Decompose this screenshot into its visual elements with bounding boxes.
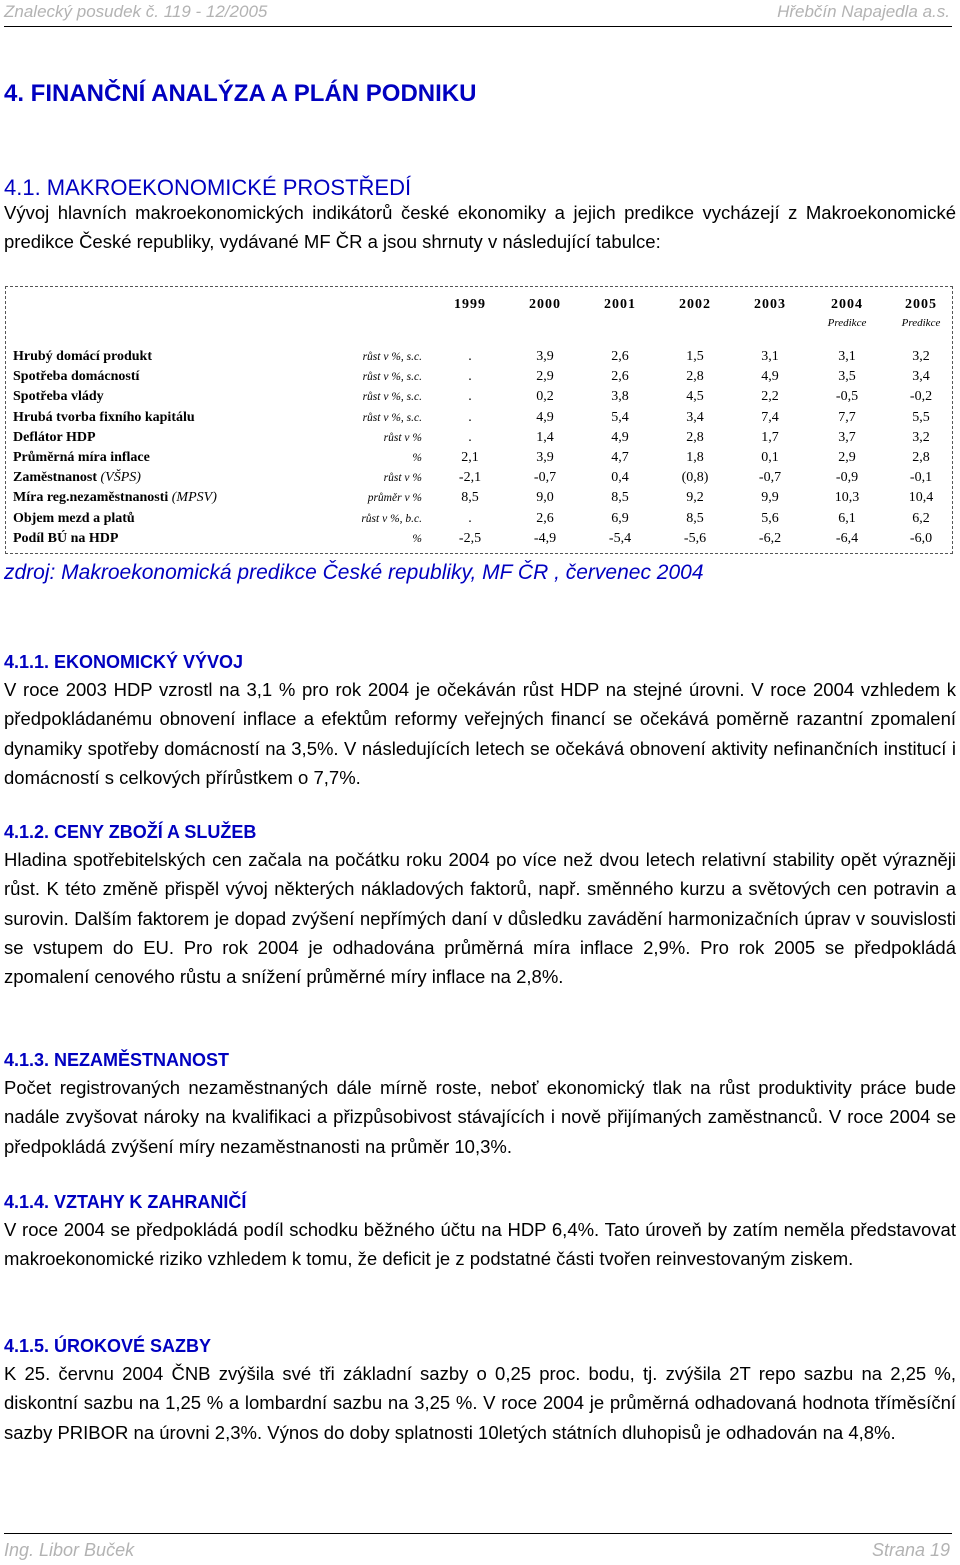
- table-cell: -6,2: [758, 530, 782, 546]
- table-cell: 8,5: [461, 490, 479, 506]
- table-cell: .: [468, 429, 472, 445]
- year-column-header: [439, 297, 501, 313]
- indicator-unit: průměr v %: [367, 492, 422, 505]
- table-cell: -0,5: [835, 389, 859, 405]
- table-year-header: [6, 297, 952, 337]
- footer-divider: [4, 1533, 952, 1534]
- year-label: 2005: [905, 297, 937, 312]
- indicator-unit: růst v %: [383, 431, 422, 444]
- indicator-unit: růst v %, s.c.: [362, 371, 422, 384]
- table-row: [6, 509, 952, 529]
- indicator-label: [13, 509, 135, 529]
- table-row: [6, 428, 952, 448]
- year-label: 2003: [754, 297, 786, 312]
- table-cell: -2,1: [458, 470, 482, 486]
- header-divider: [4, 26, 952, 27]
- indicator-name: Spotřeba vlády: [13, 389, 104, 405]
- macro-indicators-table: [5, 286, 953, 554]
- indicator-unit: %: [412, 452, 422, 464]
- indicator-name: Průměrná míra inflace: [13, 450, 150, 465]
- table-cell: 4,7: [611, 450, 629, 465]
- indicator-unit: růst v %, s.c.: [362, 411, 422, 424]
- table-cell: 3,8: [611, 389, 629, 405]
- indicator-name: Deflátor HDP: [13, 429, 96, 445]
- table-cell: 5,6: [761, 510, 779, 526]
- table-cell: 9,2: [686, 490, 704, 506]
- indicator-label: [13, 529, 118, 549]
- table-cell: 2,6: [611, 349, 629, 364]
- year-label: 2004: [831, 297, 863, 312]
- table-cell: 2,6: [611, 369, 629, 385]
- section-text-economic: V roce 2003 HDP vzrostl na 3,1 % pro rok 2004 je očekáván růst HDP na stejné úrovni. V roce 2004 vzhledem k předpokládanému obnovení inflace a efektům reformy veřejných financí se očekává poměrně razantní zpomalení dynamiky spotřeby domácností na 3,5%. V následujících letech se očekává obnovení aktivity nefinančních institucí i domácností s celkových přírůstkem o 7,7%.: [4, 679, 956, 788]
- table-cell: 3,1: [761, 349, 779, 364]
- indicator-name: Hrubý domácí produkt: [13, 349, 152, 364]
- page-header: [4, 2, 950, 26]
- table-cell: 3,4: [686, 409, 704, 425]
- table-cell: -2,5: [458, 530, 482, 546]
- indicator-unit: %: [412, 532, 422, 545]
- header-company: Hřebčín Napajedla a.s.: [777, 2, 950, 21]
- year-label: 2000: [529, 297, 561, 312]
- section-heading-foreign: 4.1.4. VZTAHY K ZAHRANIČÍ: [4, 1192, 247, 1212]
- footer-author: Ing. Libor Buček: [4, 1540, 135, 1560]
- table-cell: 3,9: [536, 450, 554, 465]
- table-cell: .: [468, 349, 472, 364]
- section-text-unemployment: Počet registrovaných nezaměstnaných dále mírně roste, neboť ekonomický tlak na růst produktivity práce bude nadále zvyšovat nároky na kvalifikaci a přizpůsobivost stávajících i nově přijímaných zaměstnanců. V roce 2004 se předpokládá zvýšení míry nezaměstnanosti na průměr 10,3%.: [4, 1077, 956, 1157]
- indicator-label: [13, 468, 141, 488]
- indicator-label: [13, 367, 139, 387]
- table-cell: 2,9: [838, 450, 856, 465]
- table-row: [6, 408, 952, 428]
- indicator-label: [13, 428, 96, 448]
- year-column-header: [739, 297, 801, 313]
- table-cell: 2,6: [536, 510, 554, 526]
- table-row: [6, 529, 952, 549]
- section-heading-economic: 4.1.1. EKONOMICKÝ VÝVOJ: [4, 652, 244, 672]
- indicator-unit: růst v %, b.c.: [361, 512, 422, 525]
- year-column-header: [589, 297, 651, 313]
- indicator-unit: růst v %, s.c.: [362, 391, 422, 404]
- year-label: 2001: [604, 297, 636, 312]
- table-cell: 1,4: [536, 429, 554, 445]
- page-footer: [4, 1540, 950, 1564]
- table-row: [6, 448, 952, 468]
- table-cell: 1,7: [761, 429, 779, 445]
- table-row: [6, 347, 952, 367]
- table-cell: 8,5: [611, 490, 629, 506]
- table-cell: 3,5: [838, 369, 856, 385]
- table-cell: 5,5: [912, 409, 930, 425]
- table-cell: 7,7: [838, 409, 856, 425]
- table-cell: 2,1: [461, 450, 479, 465]
- indicator-source: (VŠPS): [100, 470, 141, 486]
- indicator-name: Hrubá tvorba fixního kapitálu: [13, 409, 195, 425]
- table-row: [6, 367, 952, 387]
- table-cell: 10,4: [908, 490, 934, 506]
- indicator-label: [13, 408, 195, 428]
- section-heading-interest-rates: 4.1.5. ÚROKOVÉ SAZBY: [4, 1336, 212, 1356]
- table-cell: .: [468, 389, 472, 405]
- table-cell: 6,9: [611, 510, 629, 526]
- table-cell: 9,9: [761, 490, 779, 506]
- table-cell: 7,4: [761, 409, 779, 425]
- indicator-name: Míra reg.nezaměstnanosti: [13, 490, 169, 506]
- table-cell: -6,0: [909, 530, 933, 546]
- year-column-header: [664, 297, 726, 313]
- year-label: 2002: [679, 297, 711, 312]
- footer-page-number: Strana 19: [871, 1540, 950, 1560]
- year-column-header: [816, 297, 878, 329]
- table-cell: 2,8: [686, 429, 704, 445]
- indicator-label: [13, 387, 104, 407]
- section-heading-unemployment: 4.1.3. NEZAMĚSTNANOST: [4, 1050, 230, 1070]
- table-cell: (0,8): [681, 470, 709, 486]
- table-cell: -0,7: [758, 470, 782, 486]
- table-cell: -5,6: [683, 530, 707, 546]
- table-cell: 9,0: [536, 490, 554, 506]
- section-text-interest-rates: K 25. červnu 2004 ČNB zvýšila své tři základní sazby o 0,25 proc. bodu, tj. zvýšila 2T repo sazbu na 2,25 %, diskontní sazbu na 1,25 % a lombardní sazbu na 3,25 %. V roce 2004 je průměrná odhadovaná hodnota tříměsíční sazby PRIBOR na úrovni 2,3%. Výnos do doby splatnosti 10letých státních dluhopisů je odhadován na 4,8%.: [4, 1363, 956, 1443]
- forecast-label: Predikce: [901, 317, 941, 329]
- table-row: [6, 468, 952, 488]
- table-cell: 6,2: [912, 510, 930, 526]
- indicator-unit: růst v %, s.c.: [362, 351, 422, 363]
- subsection-title: 4.1. MAKROEKONOMICKÉ PROSTŘEDÍ: [4, 175, 412, 200]
- section-text-prices: Hladina spotřebitelských cen začala na počátku roku 2004 po více než dvou letech relativní stability opět výrazněji růst. K této změně přispěl vývoj některých nákladových faktorů, např. směnného kurzu a světových cen potravin a surovin. Dalším faktorem je dopad zvýšení nepřímých daní v důsledku zavádění harmonizačních úprav v souvislosti se vstupem do EU. Pro rok 2004 je odhadována průměrná míra inflace 2,9%. Pro rok 2005 se předpokládá zpomalení cenového růstu a snížení průměrné míry inflace na 2,8%.: [4, 849, 956, 988]
- section-text-foreign: V roce 2004 se předpokládá podíl schodku běžného účtu na HDP 6,4%. Tato úroveň by zatím neměla představovat makroekonomické riziko vzhledem k tomu, že deficit je z podstatné části tvořen reinvestovaným ziskem.: [4, 1219, 956, 1270]
- table-cell: 3,2: [912, 429, 930, 445]
- table-cell: 3,9: [536, 349, 554, 364]
- indicator-name: Spotřeba domácností: [13, 369, 140, 385]
- table-cell: 2,9: [536, 369, 554, 385]
- table-cell: 6,1: [838, 510, 856, 526]
- table-cell: 3,1: [838, 349, 856, 364]
- table-cell: 2,2: [761, 389, 779, 405]
- indicator-name: Podíl BÚ na HDP: [13, 530, 119, 546]
- table-cell: 0,4: [611, 470, 629, 486]
- table-cell: 4,9: [761, 369, 779, 385]
- table-cell: -0,7: [533, 470, 557, 486]
- forecast-label: Predikce: [827, 317, 867, 329]
- indicator-unit: růst v %: [383, 472, 422, 485]
- table-row: [6, 387, 952, 407]
- table-row: [6, 488, 952, 508]
- table-cell: .: [468, 409, 472, 425]
- table-cell: 5,4: [611, 409, 629, 425]
- table-cell: -0,2: [909, 389, 933, 405]
- table-cell: 0,1: [761, 450, 779, 465]
- indicator-label: [13, 488, 217, 508]
- year-column-header: [890, 297, 952, 329]
- table-cell: .: [468, 369, 472, 385]
- indicator-label: [13, 448, 150, 468]
- table-cell: 3,4: [912, 369, 930, 385]
- source-note: zdroj: Makroekonomická predikce České republiky, MF ČR , červenec 2004: [4, 561, 704, 584]
- header-document-id: Znalecký posudek č. 119 - 12/2005: [4, 2, 268, 21]
- indicator-label: [13, 347, 152, 367]
- table-cell: 4,5: [686, 389, 704, 405]
- table-cell: 2,8: [912, 450, 930, 465]
- table-cell: 4,9: [611, 429, 629, 445]
- table-cell: -0,1: [909, 470, 933, 486]
- indicator-name: Objem mezd a platů: [13, 510, 135, 526]
- indicator-source: (MPSV): [171, 490, 217, 506]
- intro-paragraph: Vývoj hlavních makroekonomických indikátorů české ekonomiky a jejich predikce vycházejí z Makroekonomické predikce České republiky, vydávané MF ČR a jsou shrnuty v následující tabulce:: [4, 202, 956, 253]
- table-cell: 1,5: [686, 349, 704, 364]
- table-cell: -6,4: [835, 530, 859, 546]
- table-cell: 4,9: [536, 409, 554, 425]
- section-heading-prices: 4.1.2. CENY ZBOŽÍ A SLUŽEB: [4, 822, 257, 842]
- table-cell: -0,9: [835, 470, 859, 486]
- table-cell: 1,8: [686, 450, 704, 465]
- table-cell: -5,4: [608, 530, 632, 546]
- table-cell: 2,8: [686, 369, 704, 385]
- year-column-header: [514, 297, 576, 313]
- table-cell: 0,2: [536, 389, 554, 405]
- table-cell: 10,3: [834, 490, 860, 506]
- table-cell: .: [468, 510, 472, 526]
- table-cell: -4,9: [533, 530, 557, 546]
- table-cell: 8,5: [686, 510, 704, 526]
- table-cell: 3,7: [838, 429, 856, 445]
- year-label: 1999: [454, 297, 486, 312]
- section-title: 4. FINANČNÍ ANALÝZA A PLÁN PODNIKU: [4, 80, 477, 107]
- table-cell: 3,2: [912, 349, 930, 364]
- indicator-name: Zaměstnanost: [13, 470, 98, 486]
